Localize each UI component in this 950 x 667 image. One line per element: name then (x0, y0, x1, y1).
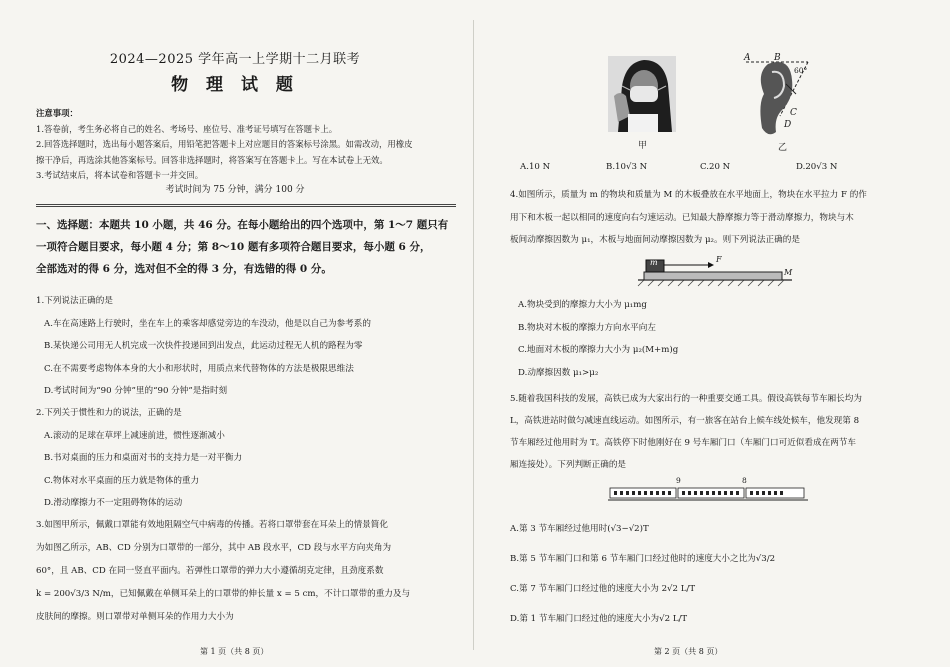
point-a-label: A (744, 53, 751, 63)
question-stem: 1.下列说法正确的是 (36, 296, 113, 306)
option: B.某快递公司用无人机完成一次快件投递回到出发点，此运动过程无人机的路程为零 (44, 341, 363, 351)
notes-heading: 注意事项： (36, 108, 78, 118)
option: D.滑动摩擦力不一定阻碍物体的运动 (44, 498, 183, 508)
option: A.物块受到的摩擦力大小为 μ₁mg (518, 300, 647, 310)
note-item: 擦干净后，再选涂其他答案标号。回答非选择题时，将答案写在答题卡上。写在本试卷上无效。 (36, 154, 388, 165)
option: C.在不需要考虑物体本身的大小和形状时，用质点来代替物体的方法是极限思维法 (44, 363, 354, 374)
exam-time: 考试时间为 75 分钟，满分 100 分 (165, 185, 305, 195)
divider (36, 206, 456, 207)
question-line: 皮肤间的摩擦。则口罩带对单侧耳朵的作用力大小为 (36, 612, 234, 622)
option: C.地面对木板的摩擦力大小为 μ₂(M+m)g (518, 345, 679, 355)
page-number: 第 1 页（共 8 页） (200, 647, 269, 656)
train-figure (608, 484, 808, 502)
question-3 (36, 514, 460, 629)
option: D.第 1 节车厢门口经过他的速度大小为√2 L/T (510, 614, 688, 624)
note-item: 3.考试结束后，将本试卷和答题卡一并交回。 (36, 170, 204, 180)
question-line: 板间动摩擦因数为 μ₁，木板与地面间动摩擦因数为 μ₂。则下列说法正确的是 (510, 235, 800, 245)
question-4-options (518, 294, 938, 384)
question-line: 为如图乙所示，AB、CD 分别为口罩带的一部分，其中 AB 段水平，CD 段与水平方向夹角为 (36, 543, 392, 553)
question-line: k = 200√3/3 N/m，已知佩戴在单侧耳朵上的口罩带的伸长量 x = 5 cm，不计口罩带的重力及与 (36, 589, 411, 599)
question-line: 60°，且 AB、CD 在同一竖直平面内。若弹性口罩带的弹力大小遵循胡克定律，且劲度系数 (36, 566, 384, 576)
notes-block (36, 106, 456, 184)
question-line: 4.如图所示，质量为 m 的物块和质量为 M 的木板叠放在水平地面上，物块在水平拉力 F 的作 (510, 190, 867, 200)
question-line: 5.随着我国科技的发展，高铁已成为大家出行的一种重要交通工具。假设高铁每节车厢长均为 (510, 394, 862, 404)
option: C.20 N (700, 162, 731, 172)
option: D.20√3 N (796, 162, 838, 172)
question-line: 节车厢经过他用时为 T。高铁停下时他刚好在 9 号车厢门口（车厢门口可近似看成在两节车 (510, 438, 856, 448)
question-line: 厢连接处）。下列判断正确的是 (510, 460, 627, 470)
option: B.书对桌面的压力和桌面对书的支持力是一对平衡力 (44, 453, 243, 463)
option: D.考试时间为“90 分钟”里的“90 分钟”是指时刻 (44, 386, 228, 396)
option: C.物体对水平桌面的压力就是物体的重力 (44, 475, 200, 486)
question-line: L，高铁进站时做匀减速直线运动。如图所示，有一旅客在站台上候车线处候车，他发现第 8 (510, 416, 860, 426)
car-8-label: 8 (742, 476, 747, 485)
question-line: 3.如图甲所示，佩戴口罩能有效地阻隔空气中病毒的传播。若将口罩带套在耳朵上的情景简化 (36, 520, 388, 530)
page-1 (0, 0, 470, 667)
subject-title: 物 理 试 题 (171, 75, 299, 95)
exam-title: 2024—2025 学年高一上学期十二月联考 (109, 52, 361, 67)
question-5 (510, 388, 946, 476)
note-item: 2.回答选择题时，选出每小题答案后，用铅笔把答题卡上对应题目的答案标号涂黑。如需改动，用橡皮 (36, 139, 413, 149)
option: D.动摩擦因数 μ₁>μ₂ (518, 367, 599, 378)
question-1 (36, 290, 456, 403)
option: C.第 7 节车厢门口经过他的速度大小为 2√2 L/T (510, 584, 696, 594)
section-heading (36, 214, 460, 280)
question-stem: 2.下列关于惯性和力的说法，正确的是 (36, 408, 182, 418)
figure-jia-label: 甲 (638, 141, 648, 151)
question-4 (510, 184, 946, 252)
note-item: 1.答卷前，考生务必将自己的姓名、考场号、座位号、准考证号填写在答题卡上。 (36, 123, 338, 134)
section-line: 一、选择题：本题共 10 小题，共 46 分。在每小题给出的四个选项中，第 1～7 题只有 (36, 219, 449, 231)
question-line: 用下和木板一起以相同的速度向右匀速运动。已知最大静摩擦力等于滑动摩擦力，物块与木 (510, 212, 854, 223)
page-2 (478, 0, 950, 667)
block-m-label: m (650, 258, 658, 267)
option: B.10√3 N (606, 162, 648, 172)
page-gutter (473, 20, 474, 650)
question-2 (36, 402, 456, 515)
option: B.第 5 节车厢门口和第 6 节车厢门口经过他时的速度大小之比为√3/2 (510, 554, 776, 564)
option: A.第 3 节车厢经过他用时(√3−√2)T (510, 524, 649, 534)
section-line: 一项符合题目要求，每小题 4 分；第 8～10 题有多项符合题目要求，每小题 6 分， (36, 241, 431, 253)
force-f-label: F (716, 255, 722, 264)
board-m-label: M (784, 268, 793, 277)
point-d-label: D (784, 120, 792, 130)
option: A.10 N (520, 162, 551, 172)
section-line: 全部选对的得 6 分，选对但不全的得 3 分，有选错的得 0 分。 (36, 263, 332, 275)
option: A.车在高速路上行驶时，坐在车上的乘客却感觉旁边的车没动，他是以自己为参考系的 (44, 318, 371, 329)
point-b-label: B (774, 53, 781, 63)
figure-yi-label: 乙 (778, 143, 788, 153)
mask-photo-figure (608, 56, 676, 132)
page-number: 第 2 页（共 8 页） (654, 647, 723, 656)
angle-label: 60° (794, 66, 808, 75)
option: B.物块对木板的摩擦力方向水平向左 (518, 322, 656, 333)
car-9-label: 9 (676, 476, 681, 485)
question-5-options (510, 514, 940, 634)
point-c-label: C (790, 108, 797, 118)
divider (36, 204, 456, 205)
option: A.滚动的足球在草坪上减速前进，惯性逐渐减小 (44, 430, 225, 441)
